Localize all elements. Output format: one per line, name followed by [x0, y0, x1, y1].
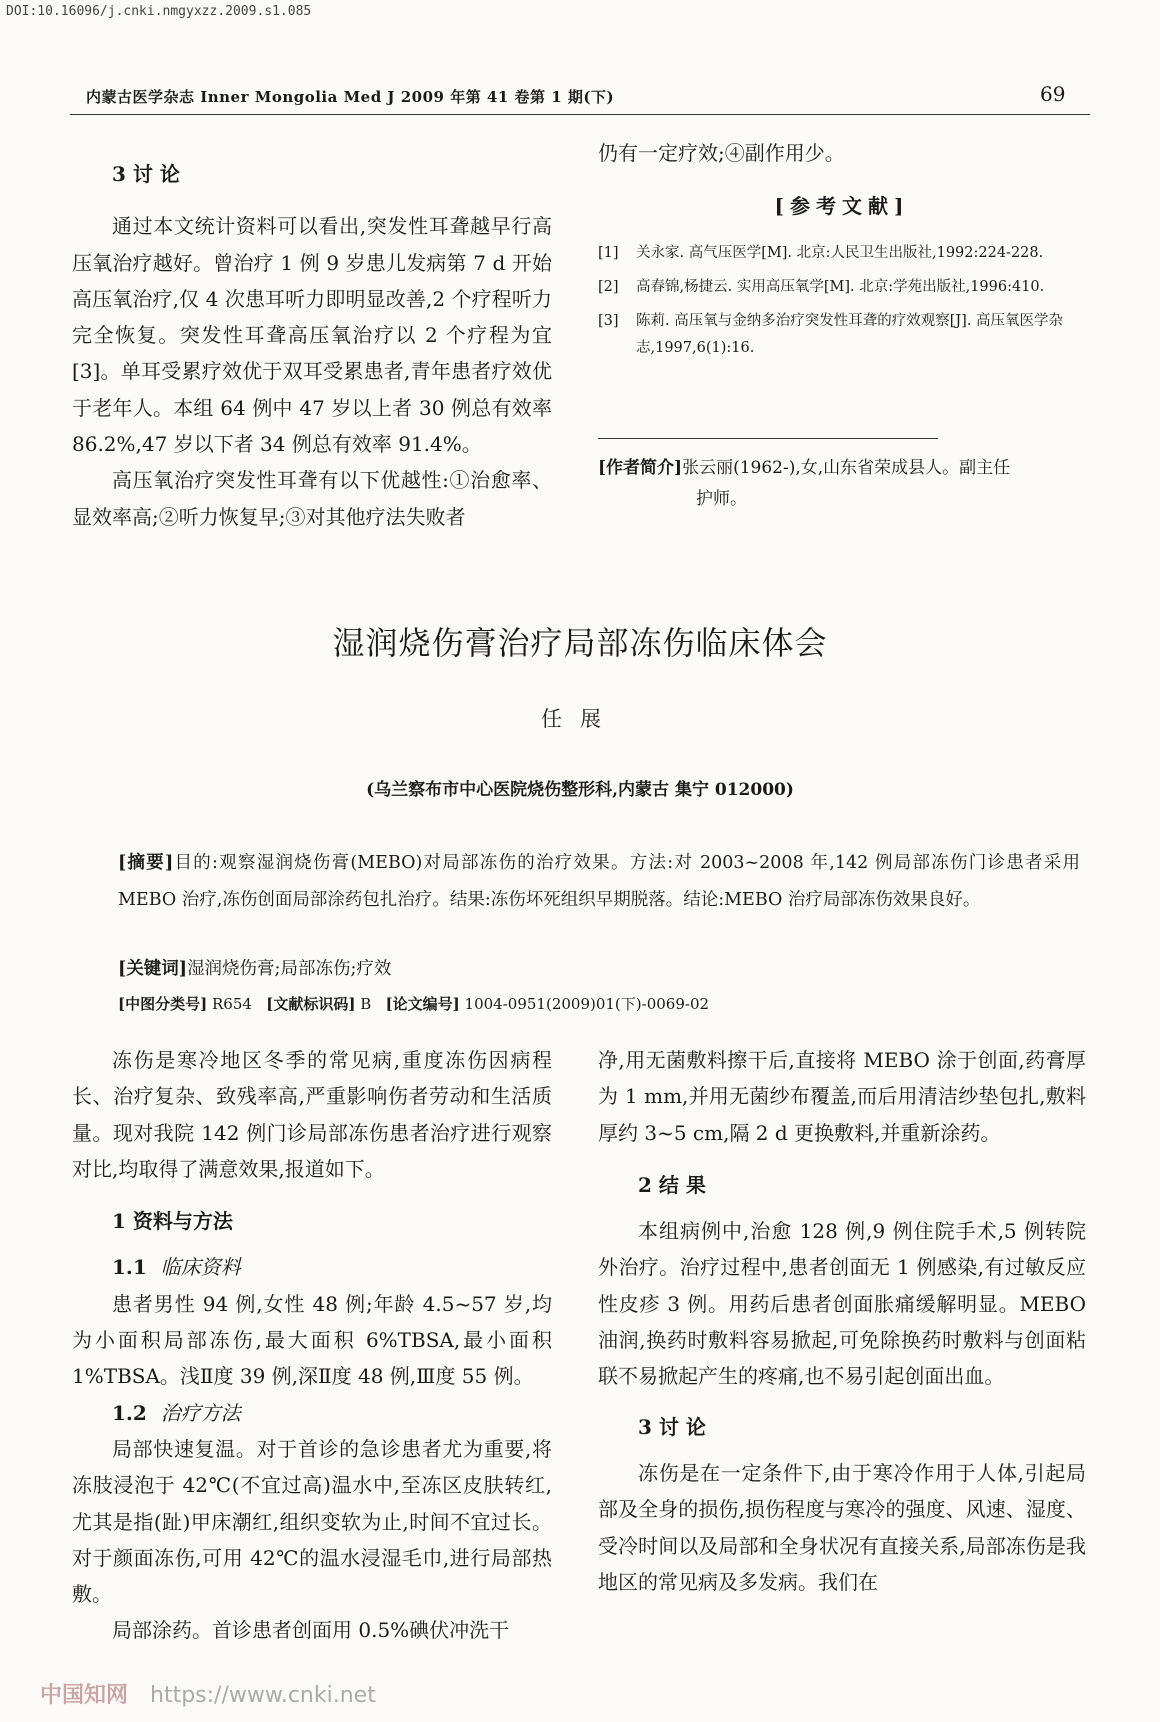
reference-item: [598, 240, 1088, 267]
reference-text: 关永家. 高气压医学[M]. 北京:人民卫生出版社,1992:224-228.: [636, 245, 1044, 261]
running-header: 内蒙古医学杂志 Inner Mongolia Med J 2009 年第 41 卷第 1 期(下): [86, 88, 615, 106]
reference-number: [2]: [598, 279, 619, 295]
keywords-text: 湿润烧伤膏;局部冻伤;疗效: [187, 959, 392, 979]
references-list: [598, 240, 1088, 369]
reference-number: [1]: [598, 245, 619, 261]
prev-paragraph: 高压氧治疗突发性耳聋有以下优越性:①治愈率、显效率高;②听力恢复早;③对其他疗法失败者: [72, 468, 552, 529]
abstract-text: 目的:观察湿润烧伤膏(MEBO)对局部冻伤的治疗效果。方法:对 2003~2008 年,142 例局部冻伤门诊患者采用 MEBO 治疗,冻伤创面局部涂药包扎治疗。结果:冻伤坏死组织早期脱落。结论:MEBO 治疗局部冻伤效果良好。: [118, 853, 1081, 910]
prev-section-heading: 3 讨 论: [112, 162, 180, 186]
watermark-url: https://www.cnki.net: [150, 1683, 376, 1708]
author-intro: [598, 453, 1086, 515]
author-intro-rule: [598, 438, 938, 439]
class-value: R654: [211, 995, 252, 1013]
article-left-column: [72, 1042, 552, 1649]
section-2-heading: 2 结 果: [638, 1172, 706, 1197]
subsection-title: 治疗方法: [160, 1400, 241, 1425]
prev-paragraph: 通过本文统计资料可以看出,突发性耳聋越早行高压氧治疗越好。曾治疗 1 例 9 岁患儿发病第 7 d 开始高压氧治疗,仅 4 次患耳听力即明显改善,2 个疗程听力完全恢复。突发性耳聋高压氧治疗以 2 个疗程为宜[3]。单耳受累疗效优于双耳受累患者,青年患者疗效优于老年人。本组 64 例中 47 岁以上者 30 例总有效率 86.2%,47 岁以下者 34 例总有效率 91.4%。: [72, 214, 552, 457]
subsection-1-1-text: 患者男性 94 例,女性 48 例;年龄 4.5~57 岁,均为小面积局部冻伤,最大面积 6%TBSA,最小面积 1%TBSA。浅Ⅱ度 39 例,深Ⅱ度 48 例,Ⅲ度 55 例。: [72, 1291, 552, 1389]
class-label: [中图分类号]: [118, 995, 208, 1013]
article-affiliation: (乌兰察布市中心医院烧伤整形科,内蒙古 集宁 012000): [366, 780, 794, 800]
doi-line: DOI:10.16096/j.cnki.nmgyxzz.2009.s1.085: [6, 4, 312, 19]
abstract: [118, 845, 1080, 919]
prev-continued-text: 仍有一定疗效;④副作用少。: [598, 141, 845, 165]
subsection-1-2-heading: [72, 1395, 552, 1431]
subsection-number: 1.1: [112, 1255, 147, 1280]
method-continued-text: 净,用无菌敷料擦干后,直接将 MEBO 涂于创面,药膏厚为 1 mm,并用无菌纱布覆盖,而后用清洁纱垫包扎,敷料厚约 3~5 cm,隔 2 d 更换敷料,并重新涂药。: [598, 1048, 1086, 1145]
section-2-text: 本组病例中,治愈 128 例,9 例住院手术,5 例转院外治疗。治疗过程中,患者创面无 1 例感染,有过敏反应性皮疹 3 例。用药后患者创面胀痛缓解明显。MEBO 油润,换药时敷料容易掀起,可免除换药时敷料与创面粘联不易掀起产生的疼痛,也不易引起创面出血。: [598, 1219, 1086, 1389]
reference-item: [598, 274, 1088, 301]
subsection-number: 1.2: [112, 1400, 147, 1425]
article-right-column: [598, 1042, 1086, 1600]
article-no-label: [论文编号]: [385, 995, 460, 1013]
article-no-value: 1004-0951(2009)01(下)-0069-02: [464, 995, 710, 1013]
abstract-label: [摘要]: [118, 853, 174, 873]
classification-line: [118, 993, 1080, 1014]
keywords: [118, 955, 1080, 980]
subsection-1-1-heading: [72, 1249, 552, 1285]
subsection-1-2-paragraph: 局部涂药。首诊患者创面用 0.5%碘伏冲洗干: [112, 1618, 510, 1643]
intro-paragraph: 冻伤是寒冷地区冬季的常见病,重度冻伤因病程长、治疗复杂、致残率高,严重影响伤者劳动和生活质量。现对我院 142 例门诊局部冻伤患者治疗进行观察对比,均取得了满意效果,报道如下。: [72, 1048, 552, 1181]
reference-item: [598, 308, 1088, 362]
article-title: 湿润烧伤膏治疗局部冻伤临床体会: [332, 624, 828, 662]
section-1-heading: 1 资料与方法: [112, 1209, 233, 1234]
section-3-text: 冻伤是在一定条件下,由于寒冷作用于人体,引起局部及全身的损伤,损伤程度与寒冷的强度、风速、湿度、受冷时间以及局部和全身状况有直接关系,局部冻伤是我地区的常见病及多发病。我们在: [598, 1460, 1086, 1594]
page-number: 69: [1040, 82, 1066, 106]
header-rule: [70, 114, 1090, 115]
author-intro-text: 张云丽(1962-),女,山东省荣成县人。副主任: [682, 458, 1011, 478]
watermark-brand: 中国知网: [40, 1683, 129, 1708]
article-author: 任展: [541, 707, 619, 731]
doc-code-value: B: [360, 995, 372, 1013]
reference-text: 陈莉. 高压氧与金纳多治疗突发性耳聋的疗效观察[J]. 高压氧医学杂志,1997,6(1):16.: [636, 313, 1064, 356]
doc-code-label: [文献标识码]: [266, 995, 356, 1013]
author-intro-text-cont: 护师。: [696, 489, 747, 509]
subsection-title: 临床资料: [160, 1255, 241, 1280]
cnki-watermark: [40, 1678, 376, 1709]
prev-article-left-column: [72, 156, 552, 535]
references-title: [参考文献]: [774, 194, 910, 218]
subsection-1-2-paragraph: 局部快速复温。对于首诊的急诊患者尤为重要,将冻肢浸泡于 42℃(不宜过高)温水中,至冻区皮肤转红,尤其是指(趾)甲床潮红,组织变软为止,时间不宜过长。对于颜面冻伤,可用 42℃的温水浸湿毛巾,进行局部热敷。: [72, 1436, 552, 1607]
reference-text: 高春锦,杨捷云. 实用高压氧学[M]. 北京:学苑出版社,1996:410.: [636, 279, 1045, 295]
reference-number: [3]: [598, 313, 619, 329]
section-3-heading: 3 讨 论: [638, 1414, 706, 1439]
author-intro-label: [作者简介]: [598, 458, 683, 478]
keywords-label: [关键词]: [118, 959, 188, 979]
